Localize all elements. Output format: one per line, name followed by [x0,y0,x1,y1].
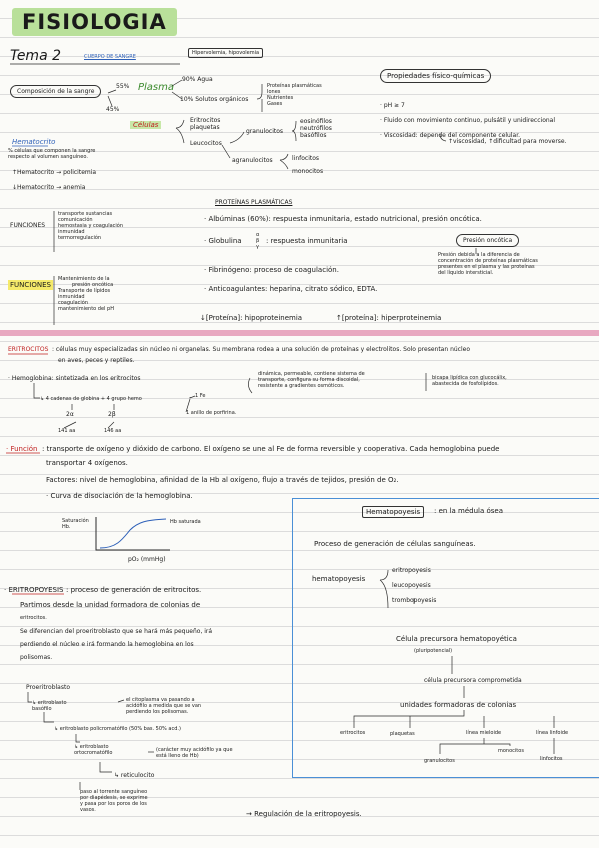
list-item: Eritrocitos [190,117,221,124]
unidades-formadoras: unidades formadoras de colonias [400,701,517,709]
globulinas-greek: α β γ [256,232,260,250]
list-item: mantenimiento del pH [58,306,114,312]
pct-celulas: 45% [106,106,120,113]
eritrocitos-label: ERITROCITOS [8,346,49,353]
solutos: 10% Solutos orgánicos [180,96,249,103]
funcion-text2: transportar 4 oxígenos. [46,459,128,467]
hematocrito-title: Hematocrito [12,138,56,146]
hematocrito-def: % células que componen la sangre respecto al volumen sanguíneo. [8,148,96,160]
ortocromatofilo-note: (carácter muy acidófilo ya que está lleno de Hb) [156,747,233,759]
factores: Factores: nivel de hemoglobina, afinidad de la Hb al oxígeno, flujo a través de tejidos, presión de O₂. [46,476,399,484]
granulocitos: granulocitos [246,128,284,135]
hematocrito-down: ↓Hematocrito → anemia [12,184,86,191]
hematopoyesis-label: hematopoyesis [312,575,366,583]
list-item: inmunidad [58,229,85,235]
leaf-plaquetas: plaquetas [390,731,415,737]
funciones2-label: FUNCIONES [10,281,51,289]
celula-madre: Célula precursora hematopoyética [396,635,517,643]
hipoproteinemia: ↓[Proteína]: hipoproteinemia [200,314,303,322]
list-item: · Fluido con movimiento continuo, pulsátil y unidireccional [380,117,556,124]
propiedades-oval: Propiedades físico-químicas [380,69,491,83]
hiperproteinemia: ↑[proteína]: hiperproteinemia [336,314,442,322]
eritropoyesis-label: · ERITROPOYESIS [4,586,64,594]
aa1: 141 aa [58,428,76,434]
list-item: inmunidad [58,294,85,300]
paso-torrente: paso al torrente sanguíneo por diapédesis, se exprime y pasa por los poros de los vasos. [80,789,148,813]
curva: · Curva de disociación de la hemoglobina. [46,492,193,500]
leucocitos: Leucocitos [190,140,222,147]
aa2: 146 aa [104,428,122,434]
membrana: dinámica, permeable, contiene sistema de transporte, configura su forma discoidal, resistente a gradientes osmóticos. [258,371,365,389]
globulinas-text: : respuesta inmunitaria [266,237,348,245]
agua: 90% Agua [182,76,213,83]
hemoglobina: · Hemoglobina: sintetizada en los eritrocitos [8,375,141,382]
leaf-eritrocitos: eritrocitos [340,730,366,736]
pct-plasma: 55% [116,83,130,90]
page-title: FISIOLOGIA [12,8,177,36]
list-item: Mantenimiento de la [58,276,110,282]
ortocromatofilo: ↳ eritroblasto ortocromatófilo [74,744,113,756]
hematopoyesis-proceso: Proceso de generación de células sanguíneas. [314,540,476,548]
presion-oncotica-oval: Presión oncótica [456,234,519,247]
list-item: · pH ≥ 7 [380,102,405,109]
porfirina: 1 anillo de porfirina. [186,410,237,416]
list-item: Nutrientes [267,95,294,101]
regulacion: → Regulación de la eritropoyesis. [246,810,362,818]
leaf-granulocitos: granulocitos [424,758,455,764]
list-item: transporte sustancias [58,211,113,217]
list-item: comunicación [58,217,93,223]
eritrocitos-text2: en aves, peces y reptiles. [58,357,135,364]
list-item: Transporte de lípidos [58,288,111,294]
list-item: hemostasia y coagulación [58,223,124,229]
fibrinogeno: · Fibrinógeno: proceso de coagulación. [204,266,339,274]
eritropoyesis-text: Partimos desde la unidad formadora de colonias de eritrocitos. Se diferencian del proeritroblasto que se hará más pequeño, irá perdiendo el núcleo e irá formando la hemoglobina en los polisomas. [20,601,213,661]
hipervolemia-box: Hipervolemia, hipovolemia [188,48,263,58]
celula-comprometida: célula precursora comprometida [424,677,522,684]
hematocrito-up: ↑Hematocrito → policitemia [12,169,97,176]
list-item: plaquetas [190,124,220,131]
tema-subtitle: CUERPO DE SANGRE [84,54,136,60]
basofilo: ↳ eritroblasto basófilo [32,700,67,712]
tema-label: Tema 2 [10,48,62,64]
leaf-mieloide: línea mieloide [466,730,502,736]
list-item: neutrófilos [300,125,332,132]
funciones-label: FUNCIONES [10,222,46,229]
anticoagulantes: · Anticoagulantes: heparina, citrato sódico, EDTA. [204,285,378,293]
basofilo-note: el citoplasma va pasando a acidófilo a medida que se van perdiendo los polisomas. [126,697,202,715]
list-item: Proteínas plasmáticas [267,83,322,89]
globulinas: · Globulina [204,237,242,245]
plasma-label: Plasma [138,82,175,93]
presion-oncotica-def: Presión debida a la diferencia de concentración de proteínas plasmáticas presentes en el plasma y las proteínas del líquido intersticial. [438,252,538,276]
hematopoyesis-box: Hematopoyesis [362,506,424,518]
leaf-monocitos: monocitos [498,748,524,754]
leaf-linfoide: línea linfoide [536,730,569,736]
list-item: eritropoyesis [392,567,431,574]
cadenas: ↳ 4 cadenas de globina + 4 grupo hemo [40,396,142,402]
composicion-oval: Composición de la sangre [10,85,101,98]
albuminas: · Albúminas (60%): respuesta inmunitaria, estado nutricional, presión oncótica. [204,215,482,223]
eritropoyesis-line-0: : proceso de generación de eritrocitos. [66,586,202,594]
eritrocitos-text1: : células muy especializadas sin núcleo ni organelas. Su membrana rodea a una solución de proteínas y electrolitos. Solo presentan núcleo [52,346,471,353]
policromatofilo: ↳ eritroblasto policromatófilo (50% bas. 50% acd.) [54,726,181,732]
list-item: · Viscosidad: depende del componente celular. [380,132,521,139]
list-item: trombopoyesis [392,597,437,604]
leaf-linfocitos: linfocitos [540,756,563,762]
list-item: monocitos [292,168,324,175]
list-item: presión oncótica [72,282,114,288]
pluripotencial: (pluripotencial) [414,648,453,654]
list-item: termorregulación [58,235,102,241]
beta: 2β [108,411,116,418]
proeritroblasto: Proeritroblasto [26,684,71,691]
graph-curve-label: Hb saturada [170,519,201,525]
funcion-label: · Función [6,445,38,453]
bicapa: bicapa lipídica con glucocálix, abastecida de fosfolípidos. [432,375,507,387]
graph-ylabel: Saturación Hb. [62,518,89,530]
hematopoyesis-box-text: : en la médula ósea [434,507,504,515]
celulas-label: Células [130,121,161,129]
list-item: Gases [267,101,283,107]
agranulocitos: agranulocitos [232,157,273,164]
proteinas-title: PROTEÍNAS PLASMÁTICAS [215,199,293,206]
list-item: coagulación [58,300,89,306]
alfa: 2α [66,411,74,418]
list-item: linfocitos [292,155,320,162]
funcion-text1: : transporte de oxígeno y dióxido de carbono. El oxígeno se une al Fe de forma reversible y cooperativa. Cada hemoglobina puede [42,445,500,453]
reticulocito: ↳ reticulocito [114,772,155,779]
viscosidad-sub: ↑viscosidad, ↑dificultad para moverse. [448,138,567,145]
list-item: eosinófilos [300,118,332,125]
list-item: Iones [267,89,281,95]
graph-xlabel: pO₂ (mmHg) [128,556,166,563]
fe: 1 Fe [195,393,206,399]
list-item: basófilos [300,132,327,139]
list-item: leucopoyesis [392,582,431,589]
